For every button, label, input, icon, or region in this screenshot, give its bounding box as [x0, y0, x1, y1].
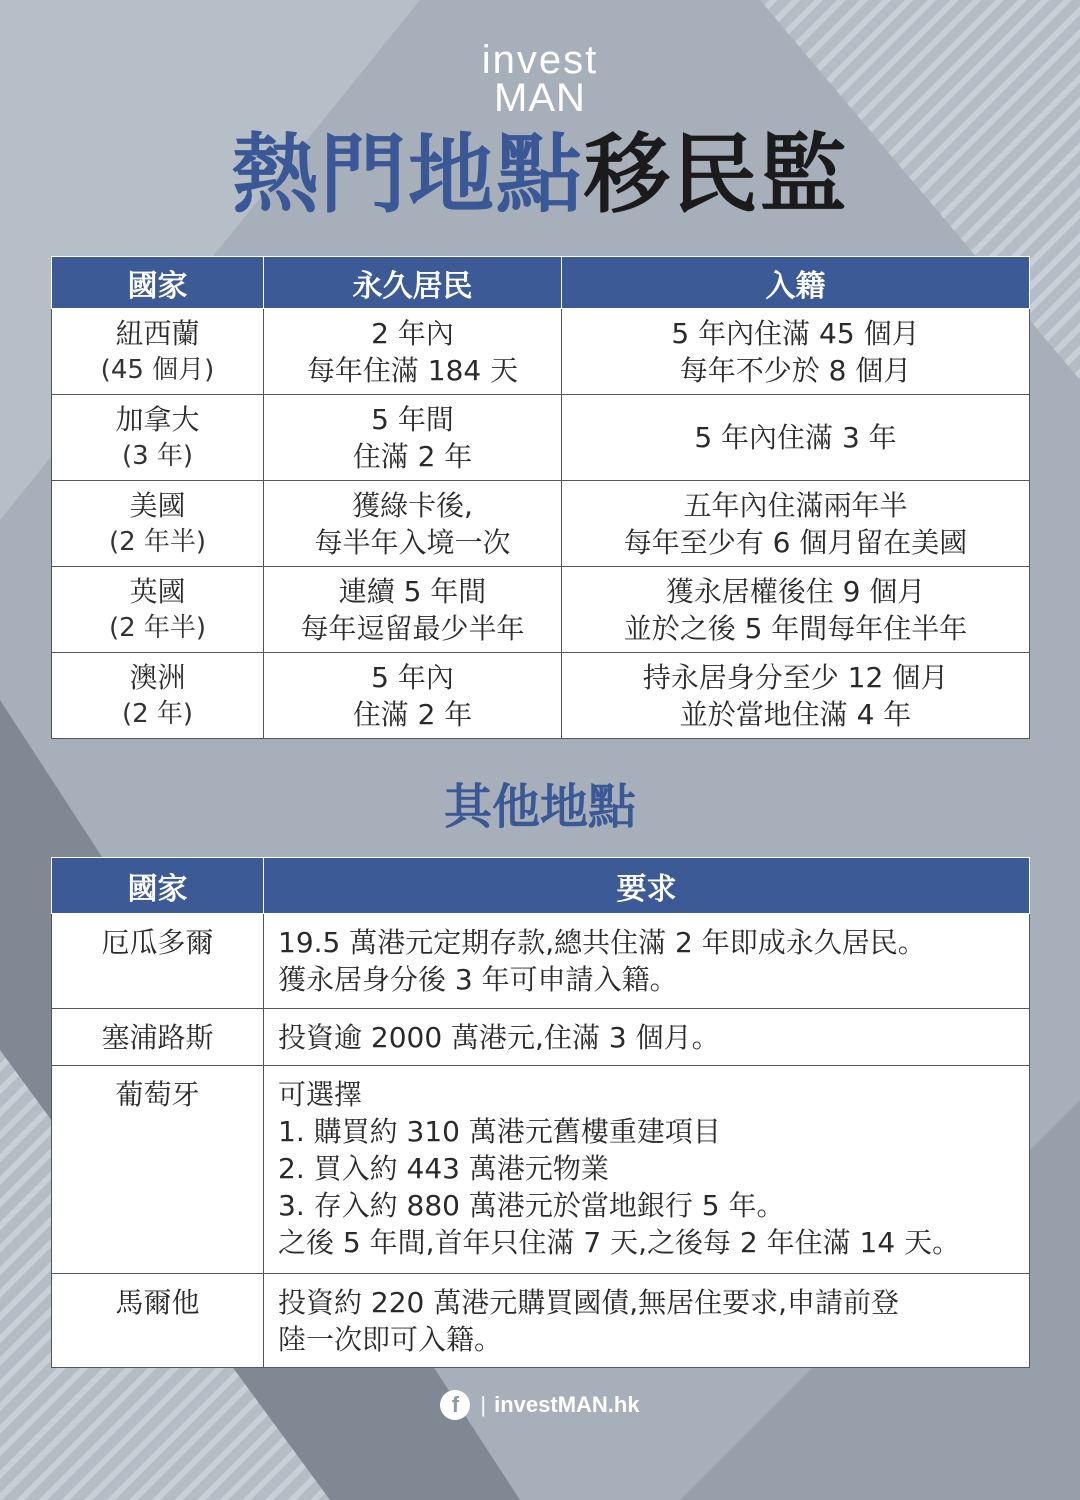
logo-line2: MAN: [494, 76, 586, 120]
citizenship-line: 5 年內住滿 3 年: [694, 421, 897, 454]
citizenship-cell: [562, 567, 1030, 653]
citizenship-line: 5 年內住滿 45 個月: [671, 316, 920, 350]
citizenship-cell: [562, 309, 1030, 395]
pr-cell: [264, 653, 562, 739]
citizenship-cell: [562, 395, 1030, 481]
country-cell: 馬爾他: [52, 1274, 264, 1368]
pr-line: 住滿 2 年: [352, 697, 473, 731]
country-name: 英國: [129, 574, 186, 608]
country-duration: (2 年半): [108, 526, 207, 557]
other-destinations-table: [51, 857, 1030, 1368]
country-cell: [52, 653, 264, 739]
requirements-cell: [264, 914, 1030, 1009]
citizenship-line: 每年不少於 8 個月: [679, 353, 912, 387]
pr-line: 5 年內: [371, 660, 454, 694]
pr-line: 2 年內: [371, 316, 454, 350]
citizenship-line: 獲永居權後住 9 個月: [665, 574, 926, 608]
pr-line: 每年逗留最少半年: [300, 611, 525, 645]
section-title-other: 其他地點: [443, 779, 636, 835]
pr-line: 每年住滿 184 天: [306, 353, 519, 387]
requirement-line: 陸一次即可入籍。: [278, 1323, 503, 1356]
requirements-cell: [264, 1066, 1030, 1274]
table-header-row: [52, 257, 1030, 309]
country-cell: [52, 395, 264, 481]
pr-line: 住滿 2 年: [352, 439, 473, 473]
citizenship-cell: [562, 653, 1030, 739]
country-name: 加拿大: [115, 402, 200, 436]
requirements-cell: [264, 1274, 1030, 1368]
table-row: [52, 653, 1030, 739]
footer-site-link[interactable]: investMAN.hk: [494, 1392, 640, 1417]
table-row: [52, 1009, 1030, 1066]
table-row: [52, 309, 1030, 395]
footer: [0, 1390, 1080, 1420]
country-name: 紐西蘭: [115, 316, 200, 350]
pr-cell: [264, 481, 562, 567]
country-name: 美國: [129, 488, 186, 522]
pr-line: 連續 5 年間: [338, 574, 487, 608]
citizenship-line: 並於當地住滿 4 年: [679, 697, 912, 731]
citizenship-line: 每年至少有 6 個月留在美國: [623, 525, 968, 559]
table-row: [52, 481, 1030, 567]
country-duration: (45 個月): [100, 354, 215, 385]
country-cell: 塞浦路斯: [52, 1009, 264, 1066]
country-name: 澳洲: [129, 660, 186, 694]
table-row: [52, 1274, 1030, 1368]
pr-line: 5 年間: [371, 402, 454, 436]
country-cell: [52, 481, 264, 567]
requirement-line: 之後 5 年間,首年只住滿 7 天,之後每 2 年住滿 14 天。: [278, 1226, 961, 1259]
header-country: 國家: [52, 858, 264, 914]
country-duration: (2 年半): [108, 612, 207, 643]
citizenship-line: 持永居身分至少 12 個月: [642, 660, 949, 694]
pr-line: 每半年入境一次: [314, 525, 511, 559]
table-row: [52, 914, 1030, 1009]
requirement-line: 19.5 萬港元定期存款,總共住滿 2 年即成永久居民。: [278, 926, 926, 959]
citizenship-line: 並於之後 5 年間每年住半年: [623, 611, 968, 645]
country-cell: 厄瓜多爾: [52, 914, 264, 1009]
table-row: [52, 1066, 1030, 1274]
requirements-cell: [264, 1009, 1030, 1066]
page-title: [0, 125, 1080, 225]
country-cell: 葡萄牙: [52, 1066, 264, 1274]
country-cell: [52, 567, 264, 653]
requirement-line: 2. 買入約 443 萬港元物業: [278, 1152, 609, 1185]
table-row: [52, 395, 1030, 481]
country-cell: [52, 309, 264, 395]
requirement-line: 獲永居身分後 3 年可申請入籍。: [278, 963, 678, 996]
requirement-line: 1. 購買約 310 萬港元舊樓重建項目: [278, 1115, 721, 1148]
page-title-blue: 熱門地點: [232, 125, 584, 225]
country-duration: (3 年): [121, 440, 194, 471]
logo-line1: invest: [481, 38, 599, 82]
table-row: [52, 567, 1030, 653]
table-header-row: [52, 858, 1030, 914]
pr-line: 獲綠卡後,: [352, 488, 473, 522]
facebook-icon[interactable]: f: [440, 1390, 470, 1420]
header-requirements: 要求: [264, 858, 1030, 914]
header-citizenship: 入籍: [562, 257, 1030, 309]
pr-cell: [264, 567, 562, 653]
popular-destinations-table: [51, 256, 1030, 739]
requirement-line: 投資逾 2000 萬港元,住滿 3 個月。: [278, 1021, 720, 1054]
citizenship-line: 五年內住滿兩年半: [683, 488, 908, 522]
header-country: 國家: [52, 257, 264, 309]
pr-cell: [264, 395, 562, 481]
citizenship-cell: [562, 481, 1030, 567]
footer-separator: |: [480, 1392, 487, 1417]
investman-logo: [0, 40, 1080, 118]
requirement-line: 3. 存入約 880 萬港元於當地銀行 5 年。: [278, 1189, 785, 1222]
pr-cell: [264, 309, 562, 395]
requirement-line: 可選擇: [278, 1078, 363, 1111]
requirement-line: 投資約 220 萬港元購買國債,無居住要求,申請前登: [278, 1286, 900, 1319]
country-duration: (2 年): [121, 698, 194, 729]
page-title-black: 移民監: [584, 125, 848, 225]
header-permanent-resident: 永久居民: [264, 257, 562, 309]
